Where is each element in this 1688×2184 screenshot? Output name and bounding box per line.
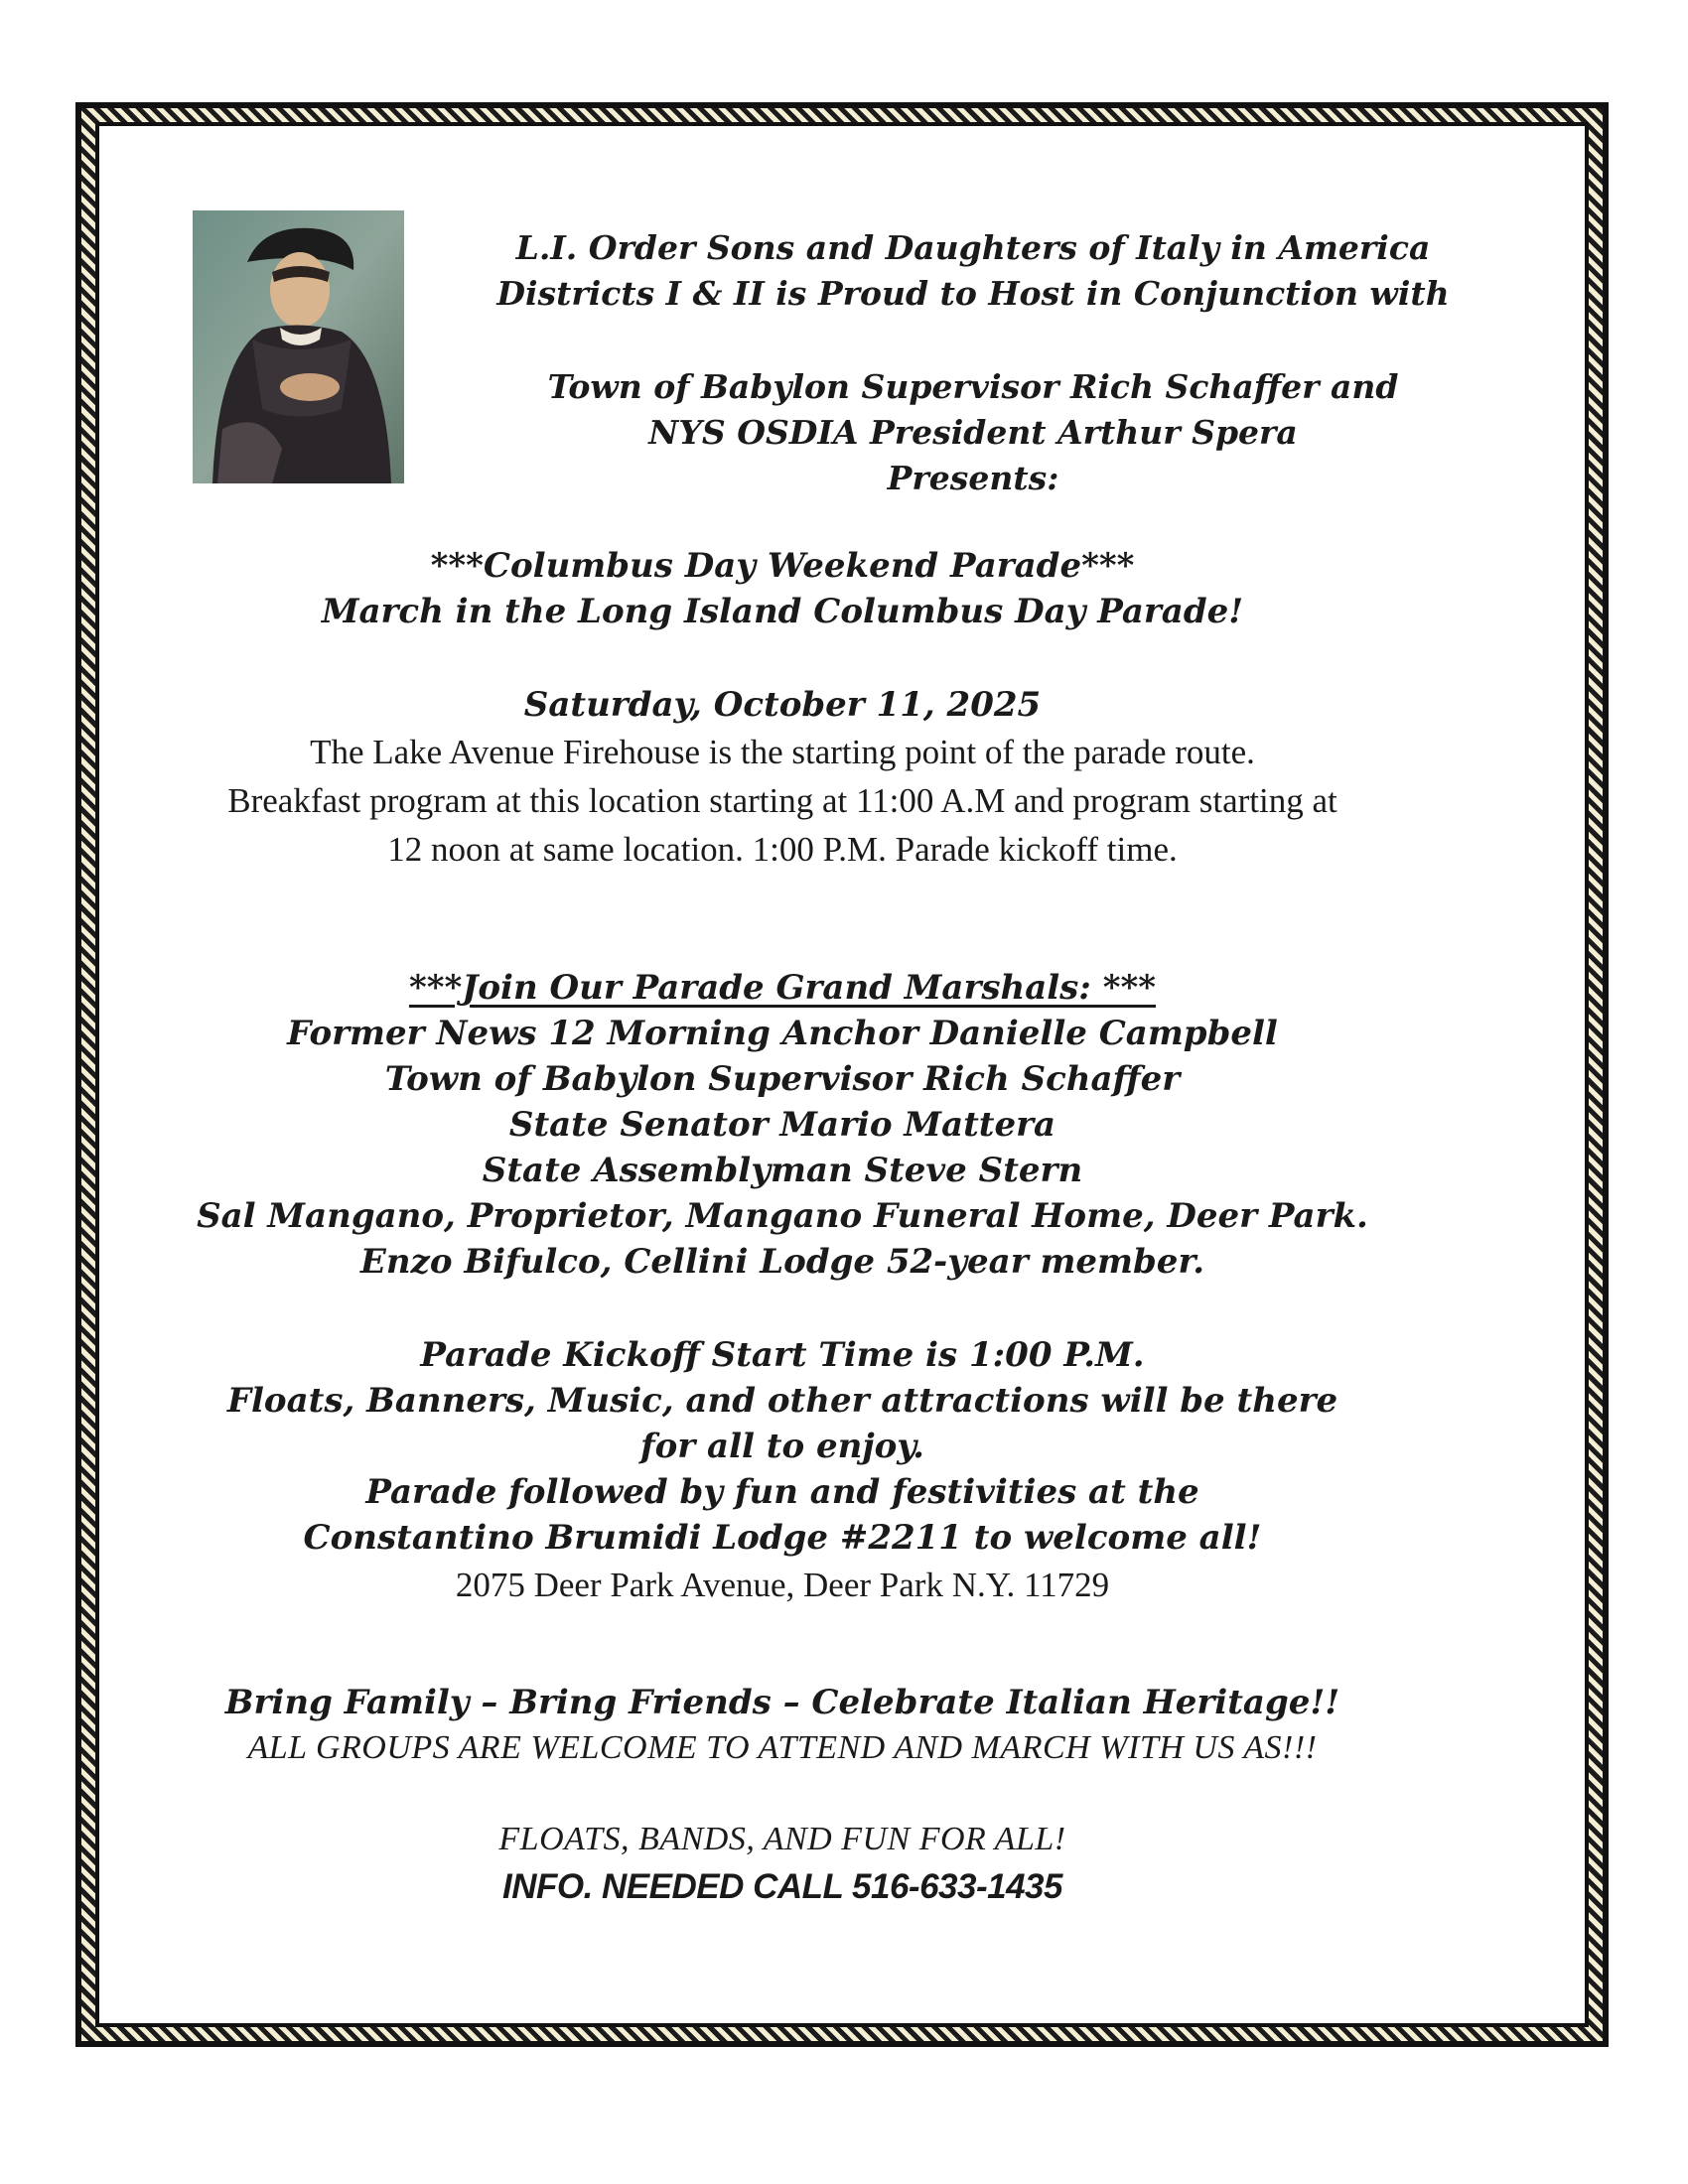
event-detail-3: 12 noon at same location. 1:00 P.M. Parade kickoff time. [387,830,1178,869]
marshal-6: Enzo Bifulco, Cellini Lodge 52-year member. [359,1242,1205,1282]
event-detail-2: Breakfast program at this location starting at 11:00 A.M and program starting at [227,781,1337,820]
kickoff-line-2: Floats, Banners, Music, and other attractions will be there [226,1381,1338,1421]
closing-tagline: Bring Family – Bring Friends – Celebrate Italian Heritage!! [224,1683,1340,1722]
event-date: Saturday, October 11, 2025 [523,685,1042,725]
event-details-block [0,682,1585,874]
contact-phone: INFO. NEEDED CALL 516-633-1435 [501,1867,1062,1906]
marshals-heading: ***Join Our Parade Grand Marshals: *** [408,968,1157,1008]
kickoff-line-5: Constantino Brumidi Lodge #2211 to welcome all! [303,1518,1262,1558]
event-subtitle: March in the Long Island Columbus Day Parade! [321,592,1244,631]
closing-floats: FLOATS, BANDS, AND FUN FOR ALL! [498,1821,1066,1857]
header-president-line: NYS OSDIA President Arthur Spera [648,413,1298,452]
event-title-block [0,543,1585,634]
event-title: ***Columbus Day Weekend Parade*** [430,546,1135,586]
border-inner-line [95,122,1589,2027]
marshals-block [0,965,1585,1285]
kickoff-line-4: Parade followed by fun and festivities at the [365,1472,1199,1512]
flyer-content [99,126,1585,2023]
header-supervisor-line: Town of Babylon Supervisor Rich Schaffer and [547,367,1399,406]
header-host-line: Districts I & II is Proud to Host in Conjunction with [496,274,1450,313]
lodge-address: 2075 Deer Park Avenue, Deer Park N.Y. 11729 [455,1566,1110,1604]
kickoff-block [0,1332,1585,1609]
decorative-border [75,102,1609,2047]
columbus-portrait [193,210,404,483]
marshal-3: State Senator Mario Mattera [508,1105,1056,1145]
closing-block [0,1680,1585,1912]
marshal-1: Former News 12 Morning Anchor Danielle Campbell [287,1014,1278,1053]
event-detail-1: The Lake Avenue Firehouse is the starting point of the parade route. [310,733,1255,771]
marshal-4: State Assemblyman Steve Stern [482,1151,1083,1190]
marshal-2: Town of Babylon Supervisor Rich Schaffer [384,1059,1181,1099]
marshal-5: Sal Mangano, Proprietor, Mangano Funeral Home, Deer Park. [197,1196,1368,1236]
header-org-name: L.I. Order Sons and Daughters of Italy in America [515,228,1431,267]
kickoff-line-3: for all to enjoy. [640,1427,924,1466]
header [457,225,1489,501]
closing-groups-welcome: ALL GROUPS ARE WELCOME TO ATTEND AND MARCH WITH US AS!!! [247,1729,1318,1766]
kickoff-line-1: Parade Kickoff Start Time is 1:00 P.M. [420,1335,1145,1375]
header-presents: Presents: [887,459,1059,497]
